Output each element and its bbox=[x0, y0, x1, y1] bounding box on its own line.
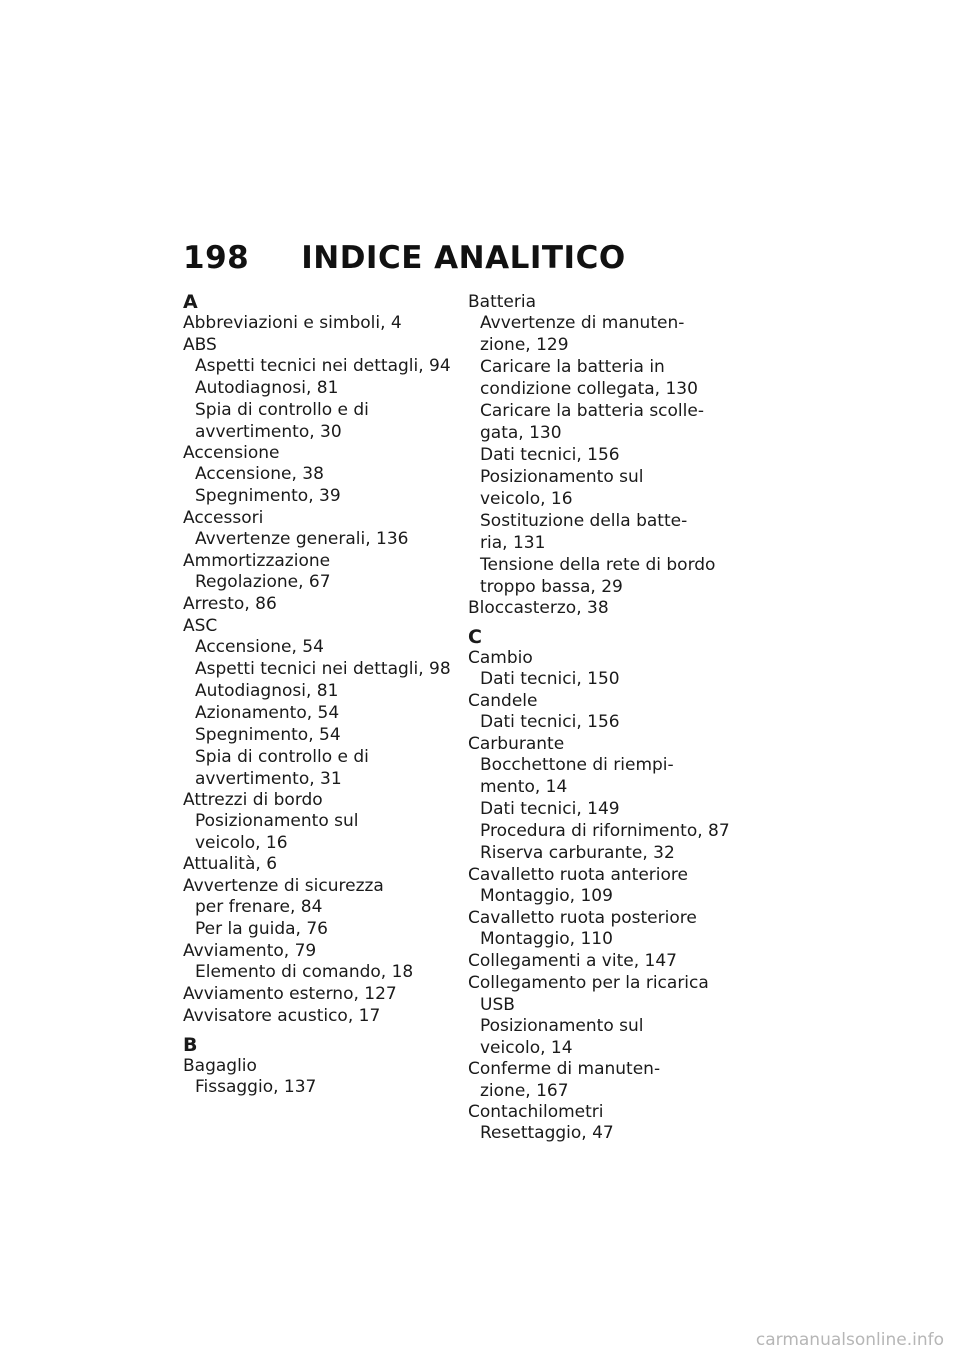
index-entry: Bagaglio bbox=[183, 1056, 257, 1076]
page-number: 198 bbox=[183, 240, 250, 276]
index-entry: Collegamenti a vite, 147 bbox=[468, 951, 677, 971]
index-subentry: Sostituzione della batte- bbox=[480, 511, 688, 531]
index-subentry: Regolazione, 67 bbox=[195, 572, 331, 592]
index-subentry-continued: mento, 14 bbox=[480, 777, 568, 797]
index-subentry: Posizionamento sul bbox=[195, 811, 359, 831]
index-subentry-continued: veicolo, 16 bbox=[480, 489, 573, 509]
index-subentry-continued: troppo bassa, 29 bbox=[480, 577, 623, 597]
index-entry: Collegamento per la ricarica bbox=[468, 973, 709, 993]
index-subentry-continued: avvertimento, 30 bbox=[195, 422, 342, 442]
index-entry: Batteria bbox=[468, 292, 536, 312]
index-entry: Avviamento esterno, 127 bbox=[183, 984, 397, 1004]
page-title: INDICE ANALITICO bbox=[301, 240, 626, 276]
index-subentry: Spia di controllo e di bbox=[195, 400, 369, 420]
index-subentry: Riserva carburante, 32 bbox=[480, 843, 675, 863]
index-subentry: Resettaggio, 47 bbox=[480, 1123, 614, 1143]
index-subentry: Dati tecnici, 150 bbox=[480, 669, 620, 689]
section-letter-c: C bbox=[468, 626, 482, 648]
index-subentry: Accensione, 38 bbox=[195, 464, 324, 484]
index-subentry: Bocchettone di riempi- bbox=[480, 755, 674, 775]
index-subentry: Aspetti tecnici nei dettagli, 98 bbox=[195, 659, 451, 679]
index-subentry: Montaggio, 110 bbox=[480, 929, 613, 949]
index-subentry: Autodiagnosi, 81 bbox=[195, 378, 339, 398]
index-entry: Cambio bbox=[468, 648, 533, 668]
index-subentry: Caricare la batteria scolle- bbox=[480, 401, 704, 421]
index-entry: Accensione bbox=[183, 443, 280, 463]
section-letter-a: A bbox=[183, 291, 198, 313]
index-column-right bbox=[468, 292, 748, 1144]
index-entry-continued: USB bbox=[480, 995, 515, 1015]
section-letter-b: B bbox=[183, 1034, 198, 1056]
index-entry: Avvertenze di sicurezza bbox=[183, 876, 384, 896]
index-entry-continued: zione, 167 bbox=[480, 1081, 569, 1101]
index-subentry: Per la guida, 76 bbox=[195, 919, 328, 939]
index-entry: Accessori bbox=[183, 508, 264, 528]
index-subentry-continued: zione, 129 bbox=[480, 335, 569, 355]
index-subentry: Elemento di comando, 18 bbox=[195, 962, 414, 982]
index-entry: Attualità, 6 bbox=[183, 854, 278, 874]
index-subentry: Avvertenze generali, 136 bbox=[195, 529, 409, 549]
index-entry: ABS bbox=[183, 335, 217, 355]
index-subentry-continued: ria, 131 bbox=[480, 533, 546, 553]
index-subentry-continued: veicolo, 16 bbox=[195, 833, 288, 853]
index-subentry: Aspetti tecnici nei dettagli, 94 bbox=[195, 356, 451, 376]
index-entry: Cavalletto ruota posteriore bbox=[468, 908, 697, 928]
index-subentry: Dati tecnici, 156 bbox=[480, 712, 620, 732]
index-entry: Carburante bbox=[468, 734, 565, 754]
index-subentry: Procedura di rifornimento, 87 bbox=[480, 821, 730, 841]
index-subentry: Tensione della rete di bordo bbox=[480, 555, 716, 575]
index-entry: Abbreviazioni e simboli, 4 bbox=[183, 313, 402, 333]
index-subentry: Avvertenze di manuten- bbox=[480, 313, 685, 333]
index-entry: Candele bbox=[468, 691, 538, 711]
index-entry: Ammortizzazione bbox=[183, 551, 331, 571]
page-header bbox=[183, 240, 626, 276]
index-entry: Avvisatore acustico, 17 bbox=[183, 1006, 381, 1026]
index-subentry: Dati tecnici, 149 bbox=[480, 799, 620, 819]
index-subentry: Spegnimento, 39 bbox=[195, 486, 341, 506]
index-subentry: Fissaggio, 137 bbox=[195, 1077, 317, 1097]
index-subentry-continued: veicolo, 14 bbox=[480, 1038, 573, 1058]
index-subentry: Spegnimento, 54 bbox=[195, 725, 341, 745]
index-entry: Cavalletto ruota anteriore bbox=[468, 865, 688, 885]
index-subentry: Spia di controllo e di bbox=[195, 747, 369, 767]
index-subentry-continued: condizione collegata, 130 bbox=[480, 379, 698, 399]
index-subentry: Posizionamento sul bbox=[480, 1016, 644, 1036]
index-entry: Conferme di manuten- bbox=[468, 1059, 661, 1079]
index-entry: Arresto, 86 bbox=[183, 594, 277, 614]
index-entry: Contachilometri bbox=[468, 1102, 604, 1122]
index-subentry: per frenare, 84 bbox=[195, 897, 323, 917]
index-subentry: Autodiagnosi, 81 bbox=[195, 681, 339, 701]
index-subentry: Posizionamento sul bbox=[480, 467, 644, 487]
index-subentry: Azionamento, 54 bbox=[195, 703, 340, 723]
index-column-left bbox=[183, 292, 463, 1098]
watermark: carmanualsonline.info bbox=[755, 1330, 944, 1350]
index-entry: Avviamento, 79 bbox=[183, 941, 317, 961]
index-subentry-continued: avvertimento, 31 bbox=[195, 769, 342, 789]
index-subentry-continued: gata, 130 bbox=[480, 423, 562, 443]
index-subentry: Dati tecnici, 156 bbox=[480, 445, 620, 465]
index-subentry: Accensione, 54 bbox=[195, 637, 324, 657]
index-subentry: Montaggio, 109 bbox=[480, 886, 613, 906]
index-entry: Attrezzi di bordo bbox=[183, 790, 323, 810]
index-entry: Bloccasterzo, 38 bbox=[468, 598, 609, 618]
index-subentry: Caricare la batteria in bbox=[480, 357, 665, 377]
index-entry: ASC bbox=[183, 616, 218, 636]
